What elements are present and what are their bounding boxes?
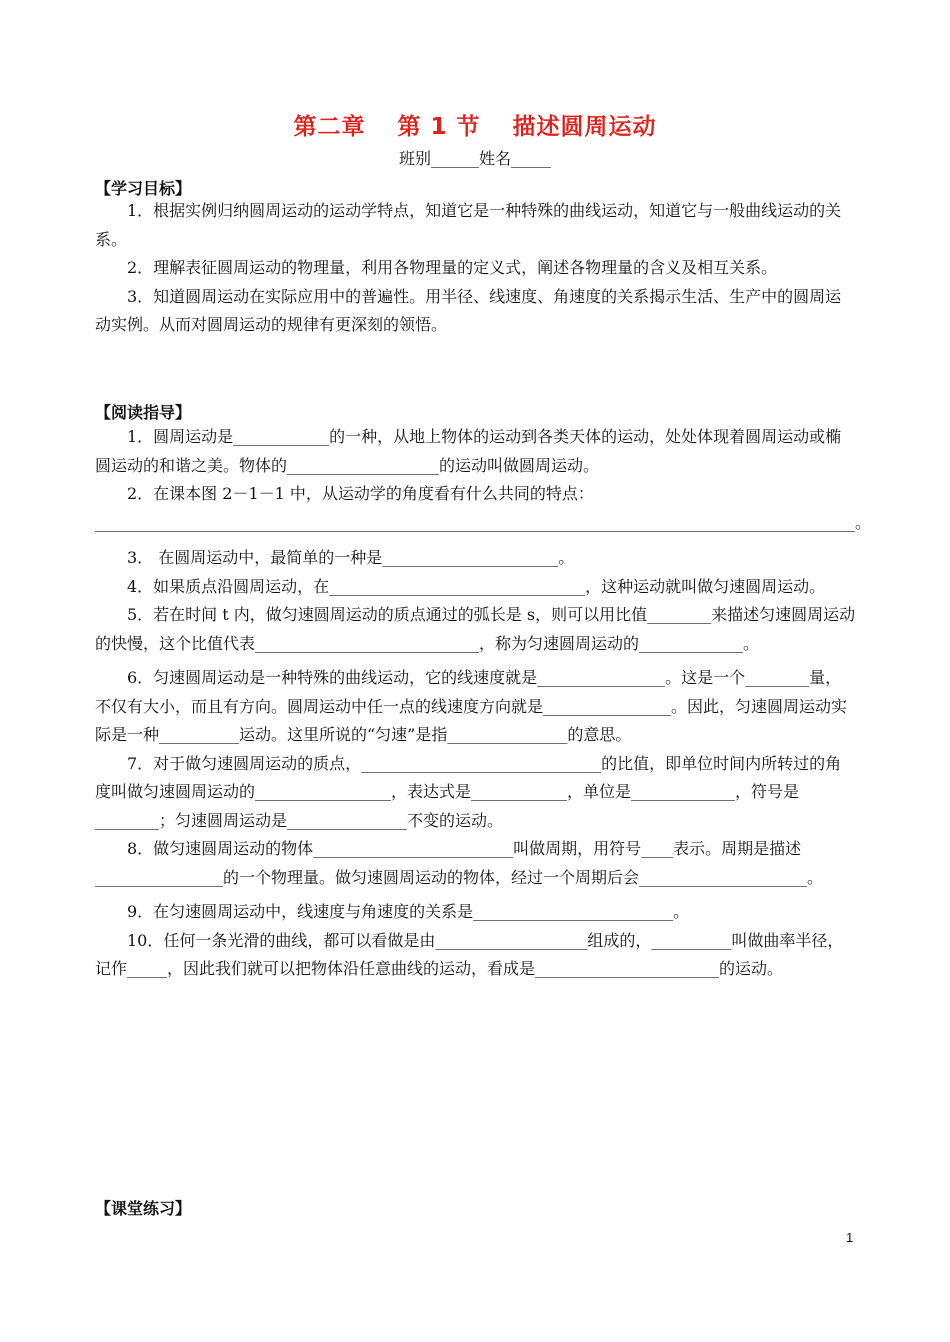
reading-item: 10．任何一条光滑的曲线，都可以看做是由___________________组成的，__________叫做曲率半径，记作_____，因此我们就可以把物体沿任意曲线的运动，看成是_______________________的运动。 xyxy=(95,930,844,978)
class-name-line xyxy=(0,146,950,169)
reading-item: 2．在课本图 2－1－1 中，从运动学的角度看有什么共同的特点：_______________________________________________________________________________________________。 xyxy=(95,484,871,532)
reading-item: 1．圆周运动是____________的一种，从地上物体的运动到各类天体的运动，处处体现着圆周运动或椭圆运动的和谐之美。物体的___________________的运动叫做圆周运动。 xyxy=(95,427,842,475)
name-blank: _____ xyxy=(511,149,552,168)
title-section: 第 1 节 xyxy=(397,114,481,140)
reading-item: 9．在匀速圆周运动中，线速度与角速度的关系是_________________________。 xyxy=(127,902,690,921)
reading-item: 8．做匀速圆周运动的物体_________________________叫做周期，用符号____表示。周期是描述________________的一个物理量。做匀速圆周运动的物体，经过一个周期后会_____________________。 xyxy=(95,839,824,887)
reading-item: 5．若在时间 t 内，做匀速圆周运动的质点通过的弧长是 s，则可以用比值________来描述匀速圆周运动的快慢，这个比值代表____________________________，称为匀速圆周运动的_____________。 xyxy=(95,605,856,653)
name-label: 姓名 xyxy=(479,149,512,168)
reading-item: 3． 在圆周运动中，最简单的一种是______________________。 xyxy=(127,548,575,567)
reading-item: 6．匀速圆周运动是一种特殊的曲线运动，它的线速度就是________________。这是一个________量，不仅有大小，而且有方向。圆周运动中任一点的线速度方向就是________________。因此，匀速圆周运动实际是一种__________运动。这里所说的“匀速”是指_______________的意思。 xyxy=(95,668,848,744)
goal-item: 1．根据实例归纳圆周运动的运动学特点，知道它是一种特殊的曲线运动，知道它与一般曲线运动的关系。 xyxy=(95,201,842,249)
page-number: 1 xyxy=(846,1230,854,1245)
class-label: 班别 xyxy=(398,149,431,168)
goal-item: 3．知道圆周运动在实际应用中的普遍性。用半径、线速度、角速度的关系揭示生活、生产中的圆周运动实例。从而对圆周运动的规律有更深刻的领悟。 xyxy=(95,286,842,334)
class-blank: ______ xyxy=(431,149,479,168)
reading-item: 4．如果质点沿圆周运动，在________________________________，这种运动就叫做匀速圆周运动。 xyxy=(127,576,826,596)
practice-heading: 【课堂练习】 xyxy=(95,1199,192,1218)
title-chapter: 第二章 xyxy=(293,114,366,140)
goals-list xyxy=(95,197,857,340)
reading-item: 7．对于做匀速圆周运动的质点，______________________________的比值，即单位时间内所转过的角度叫做匀速圆周运动的_________________，表达式是____________，单位是_____________，符号是________；匀速圆周运动是_______________不变的运动。 xyxy=(95,753,842,830)
reading-list xyxy=(95,423,871,984)
page-title xyxy=(0,108,950,141)
goals-heading: 【学习目标】 xyxy=(95,179,192,198)
goal-item: 2．理解表征圆周运动的物理量，利用各物理量的定义式，阐述各物理量的含义及相互关系。 xyxy=(127,258,778,277)
title-topic: 描述圆周运动 xyxy=(512,114,657,140)
reading-heading: 【阅读指导】 xyxy=(95,403,192,422)
